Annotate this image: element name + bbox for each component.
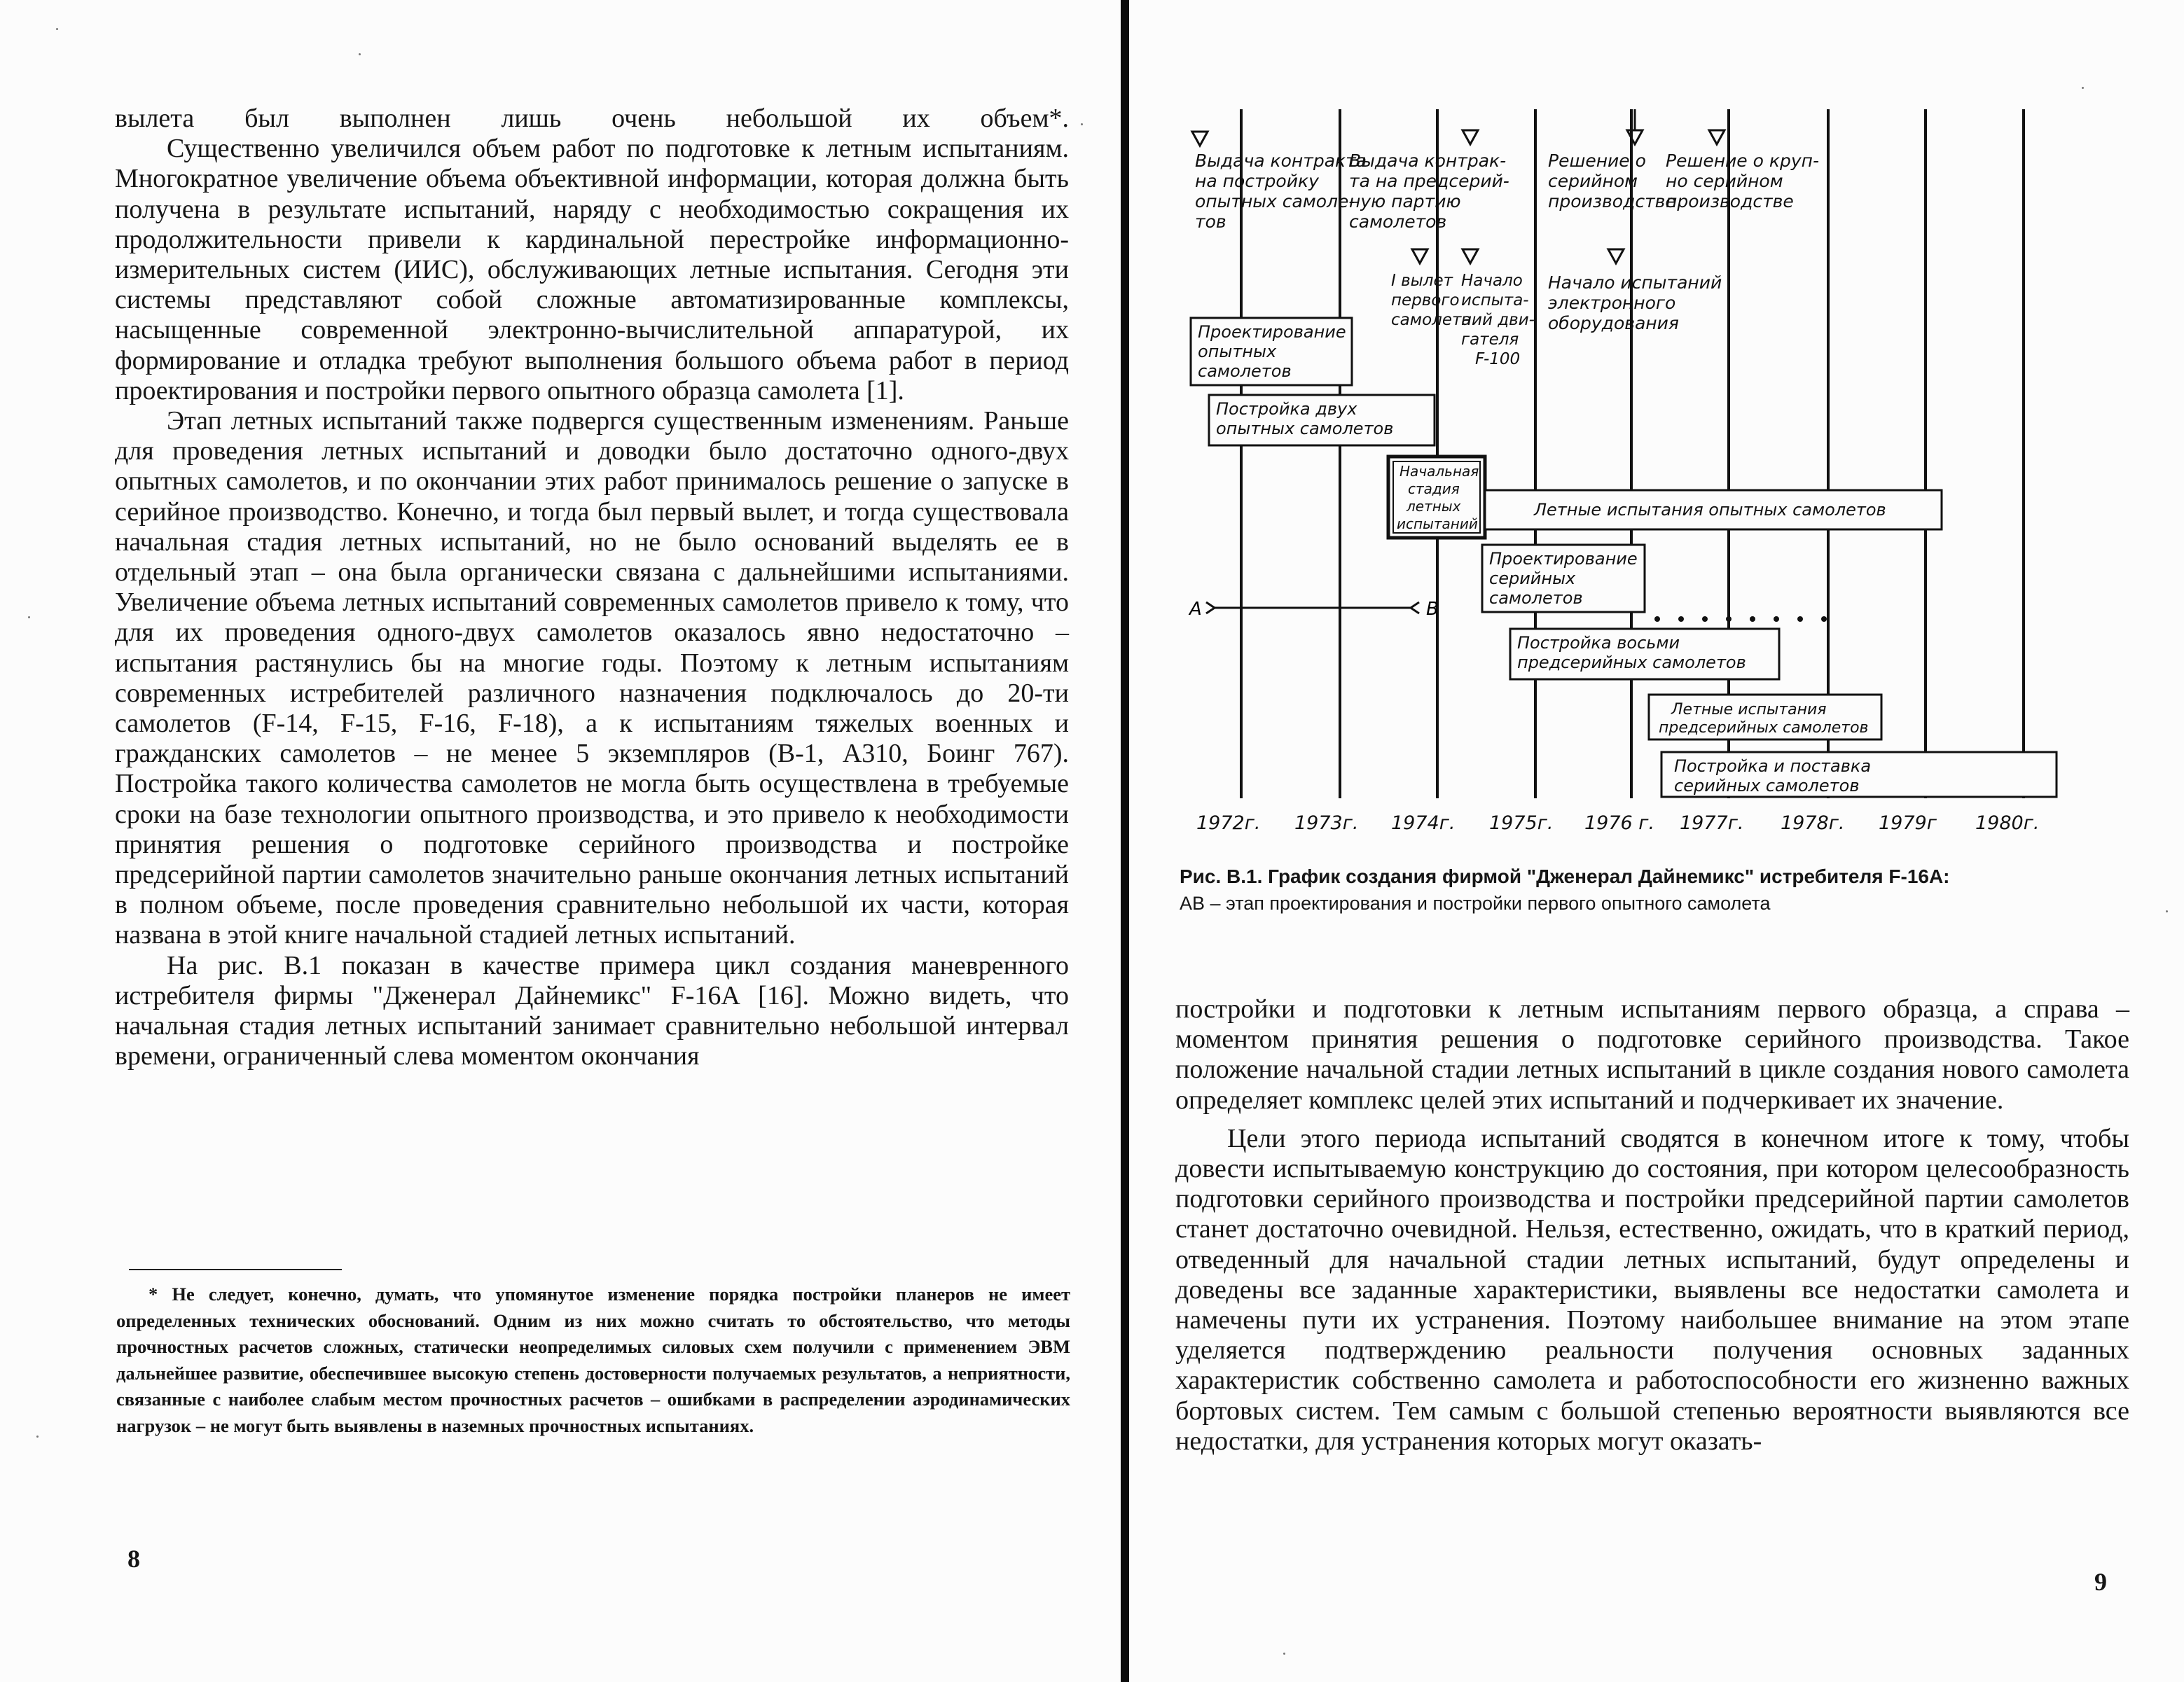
left-paragraph-4: На рис. В.1 показан в качестве примера цикл создания маневренного истребителя фирмы "Дженерал Дайнемикс" F-16A [16]. Можно видеть, что начальная стадия летных испытаний занимает сравнительно небольшой интервал времени, ограниченный слева моментом окончания <box>115 950 1069 1071</box>
year-label: 1975г. <box>1489 812 1554 834</box>
year-label: 1976 г. <box>1584 812 1655 834</box>
svg-text:Постройка двух опытных: Постройка двух опытных самолетов <box>1216 399 1394 438</box>
svg-text:Проектирование опытных: Проектирование опытных самолетов <box>1198 322 1346 381</box>
year-label: 1973г. <box>1294 812 1359 834</box>
left-paragraph-3: Этап летных испытаний также подвергся существенным изменениям. Раньше для проведения летных испытаний и доводки было достаточно одного-двух опытных самолетов, и по окончании этих работ принималось решение о запуске в серийное производство. Конечно, и тогда был первый вылет, и тогда существовала начальная стадия летных испытаний, но не было оснований выделять ее в отдельный этап – она была органически связана с дальнейшими испытаниями. Увеличение объема летных испытаний современных самолетов привело к тому, что для их проведения одного-двух самолетов оказалось явно недостаточно – испытания растянулись бы на многие годы. Поэтому к летным испытаниям современных истребителей различного назначения подключалось до 20-ти самолетов (F-14, F-15, F-16, F-18), а к испытаниям тяжелых военных и гражданских самолетов – не менее 5 экземпляров (В-1, А310, Боинг 767). Постройка такого количества самолетов не могла быть осуществлена в требуемые сроки на базе технологии опытного производства, и это привело к необходимости принятия решения о подготовке серийного производства и постройке предсерийной партии самолетов значительно раньше окончания летных испытаний в полном объеме, после проведения сравнительно небольшой их части, которая названа в этой книге начальной стадией летных испытаний. <box>115 406 1069 950</box>
year-label: 1980г. <box>1975 812 2040 834</box>
svg-text:Проектирование серийны: Проектирование серийных самолетов <box>1489 549 1638 608</box>
triangle-down-icon <box>1192 132 1208 146</box>
year-label: 1979г <box>1879 812 1937 834</box>
svg-text:Начальная стадия: Начальная стадия летных испытаний <box>1397 463 1479 532</box>
left-paragraph-1: вылета был выполнен лишь очень небольшой их объем*. <box>115 104 1069 133</box>
figure-caption <box>1180 863 2134 917</box>
svg-text:Летные испытания предс: Летные испытания предсерийных самолетов <box>1659 701 1869 737</box>
page-number-left: 8 <box>127 1545 140 1573</box>
left-body-text <box>115 104 1069 1072</box>
year-axis-labels <box>1196 812 2039 834</box>
triangle-down-icon <box>1412 249 1428 263</box>
point-a-label: А <box>1189 599 1202 620</box>
year-label: 1977г. <box>1680 812 1744 834</box>
triangle-down-icon <box>1463 249 1478 263</box>
right-body-text <box>1175 994 2129 1457</box>
page-number-right: 9 <box>2094 1568 2107 1596</box>
footnote-rule <box>129 1269 342 1270</box>
right-paragraph-1: постройки и подготовки к летным испытаниям первого образца, а справа – моментом принятия решения о подготовке серийного производства. Такое положение начальной стадии летных испытаний в цикле создания нового самолета определяет комплекс целей этих испытаний и подчеркивает их значение. <box>1175 994 2129 1115</box>
timeline-figure <box>1181 98 2092 840</box>
milestone-electronics-tests: Начало испытаний электронного оборудования <box>1548 272 1722 333</box>
caption-title: Рис. В.1. График создания фирмой "Дженерал Дайнемикс" истребителя F-16A: <box>1180 866 1950 887</box>
ab-interval <box>1188 599 1439 620</box>
footnote <box>116 1281 1070 1439</box>
milestone-serial-decision: Решение о серийном производстве <box>1548 151 1676 211</box>
footnote-text: * Не следует, конечно, думать, что упомянутое изменение порядка постройки планеров не имеет определенных технических обоснований. Одним из них можно считать то обстоятельство, что методы прочностных расчетов сложных, статически неопределимых силовых схем получили с применением ЭВМ дальнейшее развитие, обеспечившее высокую степень достоверности получаемых результатов, а неприятности, связанные с наиболее слабым местом прочностных расчетов – ошибками в распределении аэродинамических нагрузок – не могут быть выявлены в наземных прочностных испытаниях. <box>116 1284 1070 1436</box>
point-b-label: В <box>1426 599 1439 620</box>
triangle-down-icon <box>1463 130 1478 144</box>
year-label: 1972г. <box>1196 812 1261 834</box>
milestone-contract-preseries: Выдача контрак- та на предсерий- ную партию самолетов <box>1349 151 1509 232</box>
milestone-first-flight: I вылет первого самолета <box>1391 272 1472 329</box>
svg-text:Постройка и поставка с: Постройка и поставка серийных самолетов <box>1674 756 1872 795</box>
milestone-large-serial-decision: Решение о круп- но серийном производстве <box>1666 151 1820 211</box>
milestone-engine-tests: Начало испыта- ний дви- гателя F-100 <box>1461 272 1535 368</box>
year-label: 1978г. <box>1781 812 1845 834</box>
right-paragraph-2: Цели этого периода испытаний сводятся в конечном итоге к тому, чтобы довести испытываемую конструкцию до состояния, при котором целесообразность подготовки серийного производства и постройки предсерийной партии самолетов станет достаточно очевидной. Нельзя, естественно, ожидать, что в краткий период, отведенный для начальной стадии летных испытаний, будут определены и доведены все заданные характеристики, выявлены все недостатки самолета и намечены пути их устранения. Поэтому наибольшее внимание на этом этапе уделяется подтверждению реальности получения основных заданных характеристик собственно самолета и работоспособности его жизненно важных бортовых систем. Тем самым с большой степенью вероятности выявляются все недостатки, для устранения которых могут оказать- <box>1175 1123 2129 1456</box>
milestone-contract-prototypes: Выдача контракта на постройку опытных самоле- тов <box>1195 151 1367 232</box>
triangle-down-icon <box>1627 130 1643 144</box>
preseries-dots <box>1654 616 1827 622</box>
left-paragraph-2: Существенно увеличился объем работ по подготовке к летным испытаниям. Многократное увеличение объема объективной информации, которая должна быть получена в результате испытаний, наряду с необходимостью сокращения их продолжительности привели к кардинальной перестройке информационно-измерительных систем (ИИС), обслуживающих летные испытания. Сегодня эти системы представляют собой сложные автоматизированные комплексы, насыщенные современной электронно-вычислительной аппаратурой, их формирование и отладка требуют выполнения большого объема работ в период проектирования и постройки первого опытного образца самолета [1]. <box>115 134 1069 405</box>
caption-description: АВ – этап проектирования и постройки первого опытного самолета <box>1180 893 1771 914</box>
year-label: 1974г. <box>1391 812 1456 834</box>
triangle-down-icon <box>1709 130 1725 144</box>
svg-text:Постройка восьми предс: Постройка восьми предсерийных самолетов <box>1517 633 1746 672</box>
triangle-down-icon <box>1608 249 1624 263</box>
right-page <box>1129 0 2184 1682</box>
svg-text:Летные испытания опытных самол: Летные испытания опытных самолетов <box>1534 500 1886 520</box>
